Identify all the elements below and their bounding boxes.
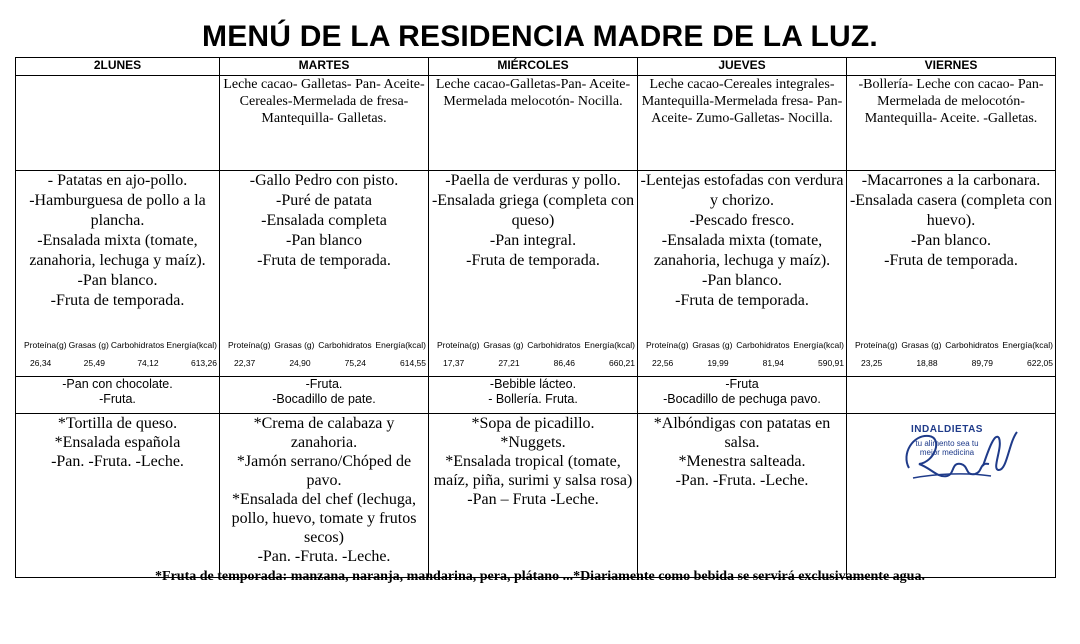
nutrition-label: Grasas (g) — [692, 340, 733, 350]
lunch-dish: -Pescado fresco. — [689, 212, 795, 229]
nutrition-value: 590,91 — [817, 358, 844, 368]
nutrition-value: 89,79 — [971, 358, 993, 368]
signature-image — [895, 418, 1025, 488]
nutrition-label: Carbohidratos — [110, 340, 165, 350]
breakfast-cell-tuesday: Leche cacao- Galletas- Pan- Aceite-Cereales-Mermelada de fresa- Mantequilla- Galletas. — [220, 76, 429, 171]
nutrition-value: 74,12 — [137, 358, 159, 368]
nutrition-info — [646, 340, 844, 369]
nutrition-labels — [437, 340, 635, 351]
nutrition-value: 22,37 — [234, 358, 256, 368]
snack-item: -Bocadillo de pate. — [272, 392, 376, 406]
nutrition-label: Grasas (g) — [274, 340, 315, 350]
dinner-item: -Pan. -Fruta. -Leche. — [675, 472, 809, 489]
nutrition-values — [646, 351, 844, 369]
weekly-menu-table — [15, 57, 1056, 578]
lunch-dish: -Fruta de temporada. — [257, 252, 391, 269]
snack-item: -Fruta. — [99, 392, 136, 406]
dinner-cell-wednesday — [429, 414, 638, 578]
snack-item: -Fruta — [725, 377, 759, 391]
nutrition-value: 18,88 — [916, 358, 938, 368]
dinner-cell-monday — [16, 414, 220, 578]
lunch-row — [16, 171, 1056, 377]
lunch-dish: -Ensalada griega (completa con queso) — [431, 192, 635, 229]
nutrition-value: 19,99 — [707, 358, 729, 368]
dinner-item: -Pan – Fruta -Leche. — [467, 491, 599, 508]
lunch-dish: -Ensalada mixta (tomate, zanahoria, lechuga y maíz). — [29, 232, 206, 269]
dinner-item: *Jamón serrano/Chóped de pavo. — [236, 453, 412, 489]
lunch-cell-tuesday — [220, 171, 429, 377]
snack-cell-thursday — [638, 377, 847, 414]
snack-item: -Bebible lácteo. — [489, 377, 577, 391]
dinner-cell-tuesday — [220, 414, 429, 578]
lunch-dish: -Paella de verduras y pollo. — [445, 172, 621, 189]
nutrition-value: 25,49 — [83, 358, 105, 368]
lunch-dish: -Pan blanco — [286, 232, 362, 249]
snack-item: -Bocadillo de pechuga pavo. — [663, 392, 821, 406]
lunch-dish: -Gallo Pedro con pisto. — [249, 172, 399, 189]
lunch-dish: -Puré de patata — [276, 192, 372, 209]
nutrition-label: Proteína(g) — [855, 340, 898, 350]
dinner-item: -Pan. -Fruta. -Leche. — [51, 453, 184, 470]
breakfast-row — [16, 76, 1056, 171]
lunch-dish: -Ensalada casera (completa con huevo). — [849, 192, 1053, 229]
nutrition-labels — [855, 340, 1053, 351]
stamp-brand: INDALDIETAS — [911, 424, 983, 435]
nutrition-label: Proteína(g) — [437, 340, 480, 350]
nutrition-label: Proteína(g) — [24, 340, 67, 350]
lunch-dish: -Pan blanco. — [911, 232, 991, 249]
nutrition-values — [437, 351, 635, 369]
nutrition-values — [24, 351, 217, 369]
breakfast-cell-monday — [16, 76, 220, 171]
dinner-cell-thursday — [638, 414, 847, 578]
snack-cell-friday — [847, 377, 1056, 414]
nutrition-label: Grasas (g) — [483, 340, 524, 350]
lunch-dish: -Fruta de temporada. — [675, 292, 809, 309]
nutrition-label: Energía(kcal) — [375, 340, 426, 350]
nutrition-label: Carbohidratos — [527, 340, 581, 350]
nutrition-labels — [24, 340, 217, 351]
dinner-item: *Ensalada tropical (tomate, maíz, piña, surimi y salsa rosa) — [433, 453, 633, 489]
nutrition-value: 22,56 — [652, 358, 674, 368]
snack-cell-tuesday — [220, 377, 429, 414]
nutrition-label: Energía(kcal) — [166, 340, 217, 350]
breakfast-cell-thursday: Leche cacao-Cereales integrales- Mantequilla-Mermelada fresa- Pan-Aceite- Zumo-Galletas- Nocilla. — [638, 76, 847, 171]
nutrition-label: Energía(kcal) — [584, 340, 635, 350]
dinner-item: -Pan. -Fruta. -Leche. — [257, 548, 391, 565]
breakfast-cell-friday: -Bollería- Leche con cacao- Pan- Mermelada de melocotón- Mantequilla- Aceite. -Galletas. — [847, 76, 1056, 171]
lunch-dish: -Pan blanco. — [77, 272, 158, 289]
nutrition-value: 24,90 — [289, 358, 311, 368]
day-header-tuesday: MARTES — [220, 58, 429, 76]
lunch-dish: -Hamburguesa de pollo a la plancha. — [29, 192, 206, 229]
day-header-wednesday: MIÉRCOLES — [429, 58, 638, 76]
lunch-cell-friday — [847, 171, 1056, 377]
lunch-dish: -Macarrones a la carbonara. — [861, 172, 1041, 189]
nutrition-label: Energía(kcal) — [793, 340, 844, 350]
nutrition-info — [437, 340, 635, 369]
nutrition-label: Carbohidratos — [945, 340, 999, 350]
dinner-item: *Tortilla de queso. — [57, 415, 178, 432]
nutrition-value: 27,21 — [498, 358, 520, 368]
breakfast-cell-wednesday: Leche cacao-Galletas-Pan- Aceite- Mermelada melocotón- Nocilla. — [429, 76, 638, 171]
nutrition-values — [855, 351, 1053, 369]
nutrition-labels — [646, 340, 844, 351]
day-header-friday: VIERNES — [847, 58, 1056, 76]
nutrition-info — [855, 340, 1053, 369]
nutrition-value: 75,24 — [344, 358, 366, 368]
nutrition-value: 86,46 — [553, 358, 575, 368]
footer-note: *Fruta de temporada: manzana, naranja, mandarina, pera, plátano ...*Diariamente como bebida se servirá exclusivamente agua. — [155, 569, 925, 584]
nutrition-value: 17,37 — [443, 358, 465, 368]
lunch-dish: -Lentejas estofadas con verdura y chorizo. — [640, 172, 844, 209]
nutrition-labels — [228, 340, 426, 351]
lunch-dish: -Fruta de temporada. — [50, 292, 185, 309]
lunch-cell-monday — [16, 171, 220, 377]
lunch-dish: -Ensalada mixta (tomate, zanahoria, lechuga y maíz). — [653, 232, 831, 269]
snack-item: -Pan con chocolate. — [62, 377, 173, 391]
nutrition-values — [228, 351, 426, 369]
lunch-cell-wednesday — [429, 171, 638, 377]
nutrition-info — [228, 340, 426, 369]
nutrition-value: 660,21 — [608, 358, 635, 368]
stamp-slogan: tu alimento sea tu mejor medicina — [915, 439, 979, 457]
dinner-item: *Ensalada española — [54, 434, 181, 451]
nutrition-label: Grasas (g) — [68, 340, 109, 350]
snack-item: - Bollería. Fruta. — [488, 392, 578, 406]
nutrition-label: Proteína(g) — [646, 340, 689, 350]
day-header-thursday: JUEVES — [638, 58, 847, 76]
nutrition-value: 613,26 — [190, 358, 217, 368]
nutrition-label: Carbohidratos — [318, 340, 372, 350]
lunch-dish: -Pan blanco. — [702, 272, 782, 289]
lunch-dish: -Fruta de temporada. — [884, 252, 1018, 269]
day-header-monday: 2LUNES — [16, 58, 220, 76]
snack-item: -Fruta. — [305, 377, 343, 391]
lunch-dish: -Ensalada completa — [261, 212, 387, 229]
dinner-item: *Crema de calabaza y zanahoria. — [253, 415, 395, 451]
nutrition-value: 23,25 — [861, 358, 883, 368]
nutrition-label: Grasas (g) — [901, 340, 942, 350]
nutrition-label: Carbohidratos — [736, 340, 790, 350]
nutrition-value: 26,34 — [30, 358, 52, 368]
nutrition-value: 622,05 — [1026, 358, 1053, 368]
snack-cell-monday — [16, 377, 220, 414]
dinner-item: *Albóndigas con patatas en salsa. — [653, 415, 831, 451]
dinner-item: *Menestra salteada. — [678, 453, 806, 470]
lunch-dish: -Pan integral. — [489, 232, 577, 249]
nutrition-info — [24, 340, 217, 369]
page-title: MENÚ DE LA RESIDENCIA MADRE DE LA LUZ. — [202, 20, 878, 53]
dinner-row — [16, 414, 1056, 578]
nutrition-label: Proteína(g) — [228, 340, 271, 350]
dinner-item: *Ensalada del chef (lechuga, pollo, huevo, tomate y frutos secos) — [231, 491, 417, 546]
dinner-item: *Nuggets. — [500, 434, 566, 451]
snack-row — [16, 377, 1056, 414]
header-row — [16, 58, 1056, 76]
lunch-dish: - Patatas en ajo-pollo. — [47, 172, 188, 189]
nutrition-value: 81,94 — [762, 358, 784, 368]
dinner-item: *Sopa de picadillo. — [471, 415, 595, 432]
stamp-cell-friday — [847, 414, 1056, 578]
nutrition-value: 614,55 — [399, 358, 426, 368]
nutrition-label: Energía(kcal) — [1002, 340, 1053, 350]
lunch-cell-thursday — [638, 171, 847, 377]
snack-cell-wednesday — [429, 377, 638, 414]
lunch-dish: -Fruta de temporada. — [466, 252, 600, 269]
